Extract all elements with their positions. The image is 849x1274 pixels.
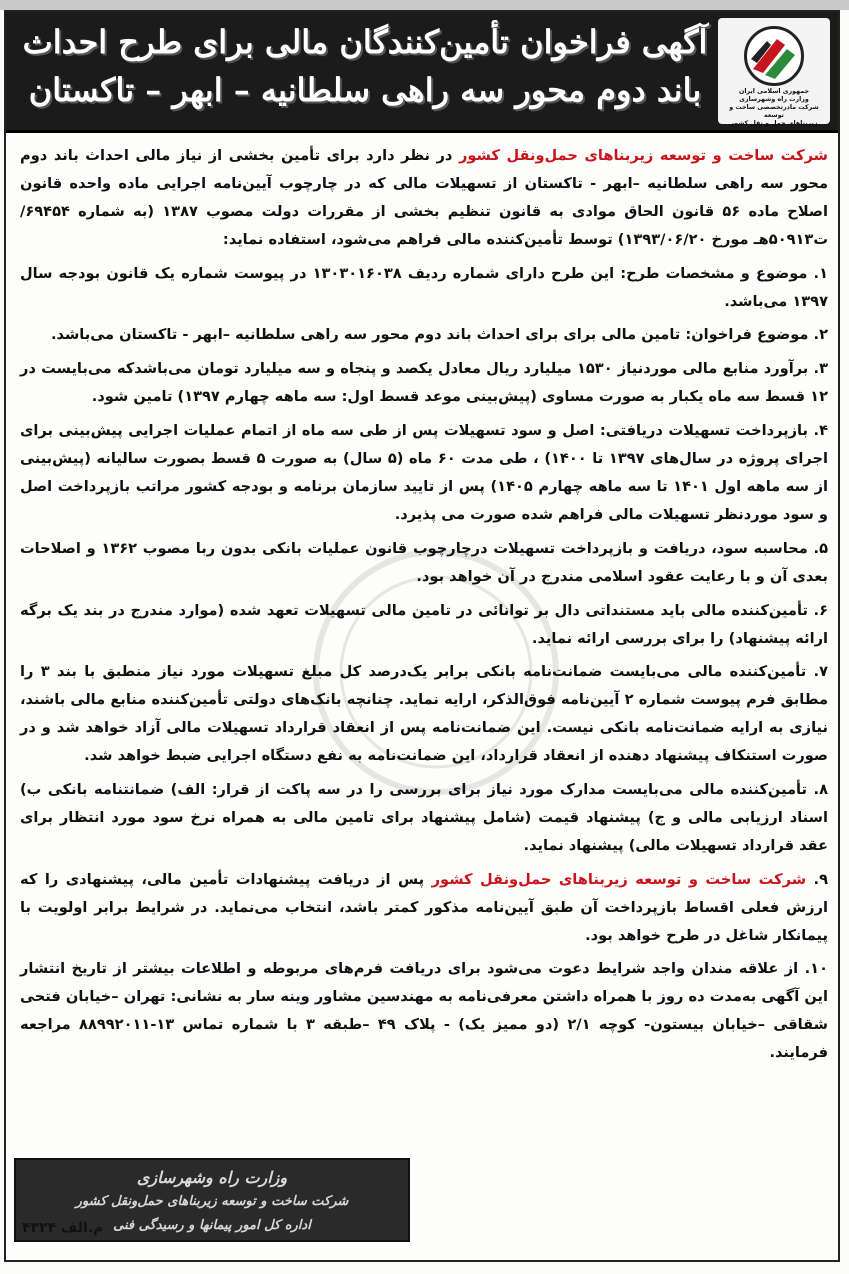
logo-caption-line: زیربناهای حمل و نقل کشور [730,120,818,127]
item-5: ۵. محاسبه سود، دریافت و بازپرداخت تسهیلات درچارچوب قانون عملیات بانکی بدون ربا مصوب ۱۳۶۲ و اصلاحات بعدی آن و با رعایت عقود اسلامی مندرج در آن خواهد بود. [20,539,828,585]
logo-caption-line: وزارت راه وشهرسازی [739,96,809,103]
issuer-company: شرکت ساخت و توسعه زیربناهای حمل‌ونقل کشور [75,1194,349,1209]
ministry-logo [718,18,830,127]
item-9 [20,866,828,950]
issuer-department: اداره کل امور پیمانها و رسیدگی فنی [113,1218,311,1233]
item-6: ۶. تأمین‌کننده مالی باید مستنداتی دال بر توانائی در تامین مالی تسهیلات تعهد شده (موارد مندرج در بند یک برگه ارائه پیشنهاد) را برای بررسی ارائه نماید. [20,601,828,647]
logo-caption-line: شرکت مادرتخصصی ساخت و توسعه [729,104,819,119]
item-9-prefix: ۹. [806,870,829,888]
item-3: ۳. برآورد منابع مالی موردنیاز ۱۵۳۰ میلیارد ریال معادل یکصد و پنجاه و سه میلیارد تومان می‌باشدکه می‌بایست در ۱۲ قسط سه ماه یکبار به صورت مساوی (پیش‌بینی موعد قسط اول: سه ماهه چهارم ۱۳۹۷) تامین شود. [20,360,828,406]
company-name: شرکت ساخت و توسعه زیربناهای حمل‌ونقل کشور [431,870,807,888]
notice-title [20,18,710,114]
company-name: شرکت ساخت و توسعه زیربناهای حمل‌ونقل کشور [459,147,828,164]
issuer-ministry: وزارت راه وشهرسازی [136,1168,288,1187]
item-2: ۲. موضوع فراخوان: تامین مالی برای برای احداث باند دوم محور سه راهی سلطانیه –ابهر - تاکستان می‌باشد. [50,326,828,344]
item-7: ۷. تأمین‌کننده مالی می‌بایست ضمانت‌نامه بانکی برابر یک‌درصد کل مبلغ تسهیلات مورد نیاز منطبق با بند ۳ را مطابق فرم پیوست شماره ۲ آیین‌نامه فوق‌الذکر، ارایه نماید. چنانچه بانک‌های دولتی تأمین‌کننده منابع مالی باشند، نیازی به ارایه ضمانت‌نامه بانکی نیست. این ضمانت‌نامه پس از انعقاد قرارداد تسهیلات مالی آزاد خواهد شد و در صورت استنکاف پیشنهاد دهنده از انعقاد قرارداد، این ضمانت‌نامه به نفع دستگاه اجرایی ضبط خواهد شد. [20,663,828,765]
item-9-text: پس از دریافت پیشنهادات تأمین مالی، پیشنهادی را که ارزش فعلی اقساط بازپرداخت آن طبق آیین‌نامه مذکور کمتر باشد، انتخاب می‌نماید. در شرایط برابر اولویت با پیمانکار شاغل در طرح خواهد بود. [20,870,828,944]
title-line-2: باند دوم محور سه راهی سلطانیه – ابهر – تاکستان [28,71,702,109]
title-line-1: آگهی فراخوان تأمین‌کنندگان مالی برای طرح احداث [22,23,708,61]
intro-text: در نظر دارد برای تأمین بخشی از نیاز مالی احداث باند دوم محور سه راهی سلطانیه –ابهر - تاکستان از تسهیلات مالی که در چارچوب آیین‌نامه اجرایی ماده واحده قانون اصلاح ماده ۵۶ قانون الحاق موادی به قانون تنظیم بخشی از مقررات دولت مصوب ۱۳۸۷ (به شماره ۶۹۴۵۴/ت۵۰۹۱۳هـ مورخ ۱۳۹۳/۰۶/۲۰) توسط تأمین‌کننده مالی فراهم می‌شود، استفاده نماید: [20,147,829,248]
item-8: ۸. تأمین‌کننده مالی می‌بایست مدارک مورد نیاز برای بررسی را در سه پاکت از قرار: الف) ضمانتنامه بانکی ب) اسناد ارزیابی مالی و ج) پیشنهاد قیمت (شامل پیشنهاد برای تامین مالی به همراه نرخ سود مورد انتظار برای عقد قرارداد تسهیلات مالی) پیشنهاد نماید. [20,781,828,854]
top-strip [0,0,849,10]
intro-paragraph [20,142,828,254]
notice-header [6,12,838,133]
logo-caption [720,88,828,128]
logo-caption-line: جمهوری اسلامی ایران [738,88,810,95]
item-10: ۱۰. از علاقه مندان واجد شرایط دعوت می‌شود برای دریافت فرم‌های مربوطه و اطلاعات بیشتر از تاریخ انتشار این آگهی به‌مدت ده روز با همراه داشتن معرفی‌نامه به مهندسین مشاور وینه سار به نشانی: تهران –خیابان فتحی شقاقی –خیابان بیستون- کوچه ۲/۱ (دو ممیز یک) - پلاک ۴۹ –طبقه ۳ با شماره تماس ۱۳-۸۸۹۹۲۰۱۱ مراجعه فرمایند. [20,960,829,1062]
item-1: ۱. موضوع و مشخصات طرح: این طرح دارای شماره ردیف ۱۳۰۳۰۱۶۰۳۸ در پیوست شماره یک قانون بودجه سال ۱۳۹۷ می‌باشد. [20,264,829,310]
notice-frame [4,10,840,1262]
notice-code: م.الف ۴۳۲۴ [22,1220,104,1236]
logo-emblem-icon [744,26,804,86]
notice-body [20,142,828,1073]
item-4: ۴. بازپرداخت تسهیلات دریافتی: اصل و سود تسهیلات پس از طی سه ماه از اتمام عملیات اجرایی پیش‌بینی برای اجرای پروژه در سال‌های ۱۳۹۷ تا ۱۴۰۰) ، طی مدت ۶۰ ماه (۵ سال) به صورت ۵ قسط بصورت سالیانه (پیش‌بینی از سه ماهه اول ۱۴۰۱ تا سه ماهه چهارم ۱۴۰۵) پس از تایید سازمان برنامه و بودجه کشور مراتب بازپرداخت اصل و سود موردنظر تسهیلات مالی فراهم شده صورت می پذیرد. [20,422,828,523]
